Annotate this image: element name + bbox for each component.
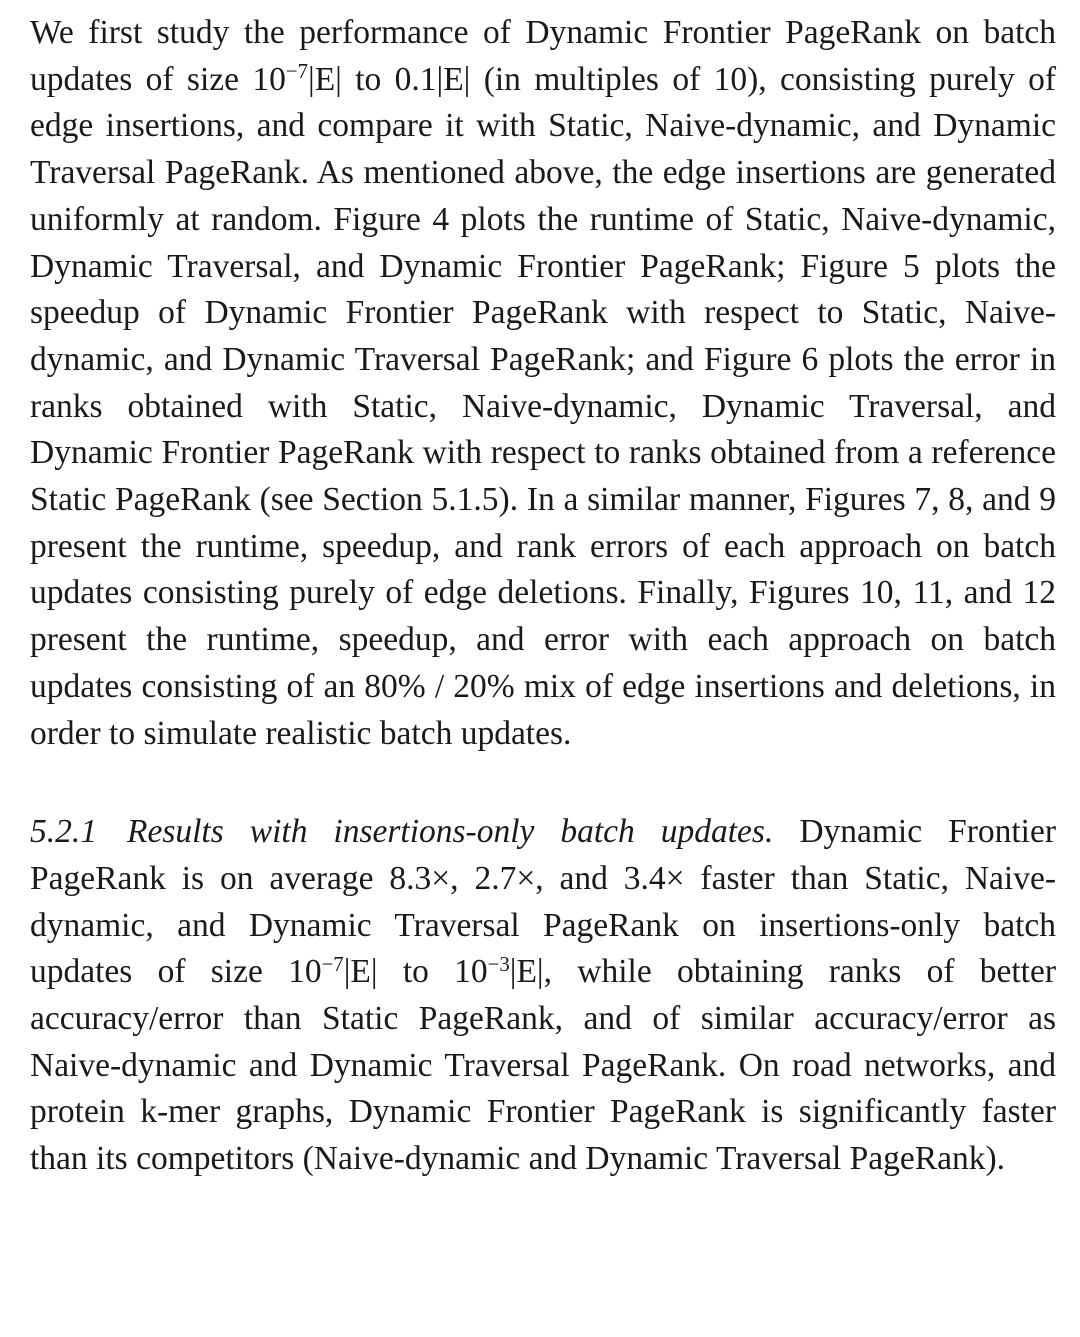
- subsection-text-part-1: Dynamic Frontier PageRank is on average 8.3×, 2.7×, and 3.4× faster than Static, Naive-dynamic, and Dynamic Traversal PageRank on insertions-only batch updates of size 10: [30, 813, 1056, 991]
- intro-text-part-2: |E| to 0.1|E| (in multiples of 10), consisting purely of edge insertions, and compare it with Static, Naive-dynamic, and Dynamic Traversal PageRank. As mentioned above, the edge insertions are generated uniformly at random. Figure 4 plots the runtime of Static, Naive-dynamic, Dynamic Traversal, and Dynamic Frontier PageRank; Figure 5 plots the speedup of Dynamic Frontier PageRank with respect to Static, Naive-dynamic, and Dynamic Traversal PageRank; and Figure 6 plots the error in ranks obtained with Static, Naive-dynamic, Dynamic Traversal, and Dynamic Frontier PageRank with respect to ranks obtained from a reference Static PageRank (see Section 5.1.5). In a similar manner, Figures 7, 8, and 9 present the runtime, speedup, and rank errors of each approach on batch updates consisting purely of edge deletions. Finally, Figures 10, 11, and 12 present the runtime, speedup, and error with each approach on batch updates consisting of an 80% / 20% mix of edge insertions and deletions, in order to simulate realistic batch updates.: [30, 60, 1056, 752]
- subsection-exponent-1: −7: [321, 952, 344, 976]
- intro-text-part-1: We first study the performance of Dynamic Frontier PageRank on batch updates of size 10: [30, 14, 1056, 98]
- subsection-text-part-2: |E| to 10: [343, 953, 488, 991]
- subsection-exponent-2: −3: [487, 952, 510, 976]
- subsection-title: Results with insertions-only batch updates.: [127, 813, 774, 851]
- intro-exponent: −7: [285, 60, 308, 84]
- paragraph-gap: [30, 757, 1056, 809]
- paper-page: [30, 10, 1056, 1183]
- subsection-number: 5.2.1: [30, 813, 97, 851]
- subsection-text-part-3: |E|, while obtaining ranks of better accuracy/error than Static PageRank, and of similar accuracy/error as Naive-dynamic and Dynamic Traversal PageRank. On road networks, and protein k-mer graphs, Dynamic Frontier PageRank is significantly faster than its competitors (Naive-dynamic and Dynamic Traversal PageRank).: [30, 953, 1056, 1178]
- intro-paragraph: [30, 10, 1056, 757]
- subsection-paragraph: [30, 809, 1056, 1183]
